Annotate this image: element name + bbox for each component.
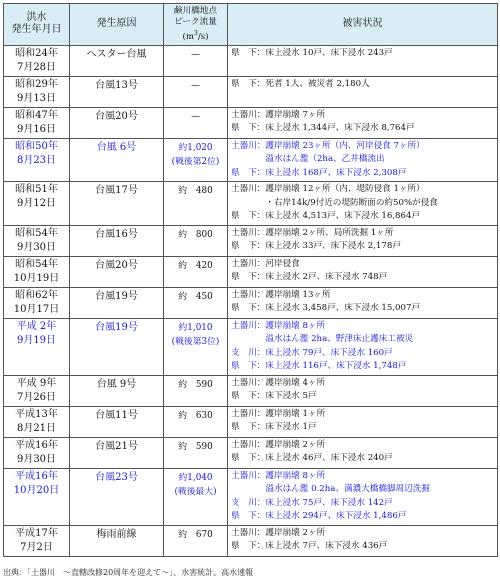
flood-date: 平成13年 8月21日 <box>4 406 70 437</box>
damage-details <box>228 287 498 318</box>
flood-cause: 台風16号 <box>70 225 164 256</box>
damage-details <box>228 525 498 556</box>
damage-line: 土器川：護岸崩壊 12ヶ所（内、堤防侵食 1ヶ所） <box>231 184 425 195</box>
flood-date: 昭和51年 9月12日 <box>4 182 70 226</box>
flood-cause: 台風 6号 <box>70 138 164 182</box>
table-row <box>4 45 498 76</box>
flood-date: 昭和62年 10月17日 <box>4 287 70 318</box>
damage-line: 溢水はん濫（2ha、乙井橋流出 <box>231 154 385 165</box>
flood-table-body <box>4 45 498 556</box>
damage-line: 土器川：護岸崩壊 2ヶ所、局所洗掘 1ヶ所 <box>231 227 394 238</box>
flood-cause: 台風23号 <box>70 468 164 525</box>
peak-flow: 約1,020 (戦後第2位) <box>164 138 228 182</box>
damage-line: 県 下：床上浸水 2戸、床下浸水 748戸 <box>231 272 388 283</box>
header-peak-flow: 鹸川橋地点 ピーク流量 $(m^3/s)$ <box>164 4 228 46</box>
damage-line: 県 下：床上浸水 4,513戸、床下浸水 16,864戸 <box>231 211 421 222</box>
peak-flow: 約1,040 (戦後最大) <box>164 468 228 525</box>
damage-line: 県 下：床上浸水 10戸、床下浸水 243戸 <box>231 47 393 58</box>
damage-line: 溢水はん濫 0.2ha、満濃大橋橋脚周辺洗掘 <box>231 484 430 495</box>
damage-details <box>228 76 498 107</box>
damage-line: 溢水はん濫 2ha、野津床止護床工被災 <box>231 334 414 345</box>
damage-details <box>228 138 498 182</box>
flood-date: 昭和54年 9月30日 <box>4 225 70 256</box>
flood-date: 平成 2年 9月19日 <box>4 318 70 375</box>
header-damage: 被害状況 <box>228 4 498 46</box>
damage-line: 土器川：護岸崩壊 8ヶ所 <box>231 320 326 331</box>
damage-line: 支 川：床上浸水 79戸、床下浸水 160戸 <box>231 347 393 358</box>
damage-line: 土器川：護岸崩壊 2ヶ所 <box>231 439 326 450</box>
peak-flow: 約 420 <box>164 256 228 287</box>
table-row <box>4 468 498 525</box>
flood-date: 平成 9年 7月26日 <box>4 375 70 406</box>
peak-flow: 約1,010 (戦後第3位) <box>164 318 228 375</box>
flood-cause: 台風19号 <box>70 287 164 318</box>
table-row <box>4 138 498 182</box>
flood-cause: 台風13号 <box>70 76 164 107</box>
table-row <box>4 406 498 437</box>
flood-date: 平成17年 7月2日 <box>4 525 70 556</box>
damage-line: ・右岸14k/9付近の堤防断面の約50%が侵食 <box>231 197 438 208</box>
flood-date: 昭和47年 9月16日 <box>4 107 70 138</box>
peak-flow: — <box>164 45 228 76</box>
damage-line: 県 下：床下浸水 5戸 <box>231 391 317 402</box>
damage-line: 土器川：河岸侵食 <box>231 258 300 269</box>
flood-cause: 台風11号 <box>70 406 164 437</box>
peak-flow: 約 590 <box>164 375 228 406</box>
damage-line: 土器川：護岸崩壊 7ヶ所 <box>231 109 326 120</box>
damage-details <box>228 256 498 287</box>
table-row <box>4 182 498 226</box>
damage-line: 県 下：床下浸水 1戸 <box>231 422 317 433</box>
damage-line: 土器川：護岸崩壊 13ヶ所 <box>231 289 331 300</box>
damage-details <box>228 225 498 256</box>
damage-details <box>228 45 498 76</box>
damage-details <box>228 437 498 468</box>
damage-line: 支 川：床上浸水 75戸、床下浸水 142戸 <box>231 497 393 508</box>
damage-line: 土器川：護岸崩壊 23ヶ所（内、河岸侵食 7ヶ所） <box>231 140 425 151</box>
table-row <box>4 107 498 138</box>
table-row <box>4 375 498 406</box>
damage-line: 土器川：護岸崩壊 2ヶ所 <box>231 527 326 538</box>
damage-line: 土器川：護岸崩壊 1ヶ所 <box>231 408 326 419</box>
flood-cause: 台風19号 <box>70 318 164 375</box>
flood-cause: 台風20号 <box>70 256 164 287</box>
peak-flow: 約 800 <box>164 225 228 256</box>
table-row <box>4 256 498 287</box>
peak-flow: 約 480 <box>164 182 228 226</box>
damage-details <box>228 406 498 437</box>
damage-details <box>228 468 498 525</box>
table-row <box>4 437 498 468</box>
peak-flow: 約 670 <box>164 525 228 556</box>
damage-line: 県 下：死者 1人、被災者 2,180人 <box>231 78 370 89</box>
table-row <box>4 287 498 318</box>
flood-date: 昭和29年 9月13日 <box>4 76 70 107</box>
damage-details <box>228 182 498 226</box>
peak-flow: — <box>164 107 228 138</box>
header-row <box>4 4 498 46</box>
damage-line: 土器川：護岸崩壊 8ヶ所 <box>231 470 326 481</box>
flood-history-table <box>3 3 498 557</box>
table-row <box>4 525 498 556</box>
table-row <box>4 225 498 256</box>
flood-cause: 梅雨前線 <box>70 525 164 556</box>
damage-line: 県 下：床上浸水 168戸、床下浸水 2,308戸 <box>231 167 407 178</box>
peak-flow: 約 630 <box>164 406 228 437</box>
damage-line: 土器川：護岸崩壊 4ヶ所 <box>231 377 326 388</box>
flood-cause: 台風17号 <box>70 182 164 226</box>
peak-flow: 約 450 <box>164 287 228 318</box>
damage-line: 県 下：床上浸水 1,344戸、床下浸水 8,764戸 <box>231 123 415 134</box>
flood-date: 昭和50年 8月23日 <box>4 138 70 182</box>
flood-date: 昭和54年 10月19日 <box>4 256 70 287</box>
damage-line: 県 下：床上浸水 7戸、床下浸水 436戸 <box>231 541 388 552</box>
flood-date: 昭和24年 7月28日 <box>4 45 70 76</box>
peak-flow: — <box>164 76 228 107</box>
damage-line: 県 下：床上浸水 294戸、床下浸水 1,486戸 <box>231 511 407 522</box>
damage-details <box>228 318 498 375</box>
flood-cause: ヘスター台風 <box>70 45 164 76</box>
damage-details <box>228 107 498 138</box>
table-row <box>4 318 498 375</box>
flood-date: 平成16年 9月30日 <box>4 437 70 468</box>
damage-line: 県 下：床上浸水 46戸、床下浸水 240戸 <box>231 453 393 464</box>
flood-cause: 台風 9号 <box>70 375 164 406</box>
flood-cause: 台風21号 <box>70 437 164 468</box>
source-note: 出典：「土器川 〜直轄改修20周年を迎えて〜」、水害統計、高水速報 <box>3 568 254 577</box>
table-row <box>4 76 498 107</box>
damage-line: 県 下：床上浸水 33戸、床下浸水 2,178戸 <box>231 241 401 252</box>
damage-line: 県 下：床上浸水 3,458戸、床下浸水 15,007戸 <box>231 303 421 314</box>
damage-details <box>228 375 498 406</box>
header-cause: 発生原因 <box>70 4 164 46</box>
flood-cause: 台風20号 <box>70 107 164 138</box>
peak-flow: 約 590 <box>164 437 228 468</box>
damage-line: 県 下：床上浸水 116戸、床下浸水 1,748戸 <box>231 361 407 372</box>
header-date: 洪水 発生年月日 <box>4 4 70 46</box>
flood-date: 平成16年 10月20日 <box>4 468 70 525</box>
